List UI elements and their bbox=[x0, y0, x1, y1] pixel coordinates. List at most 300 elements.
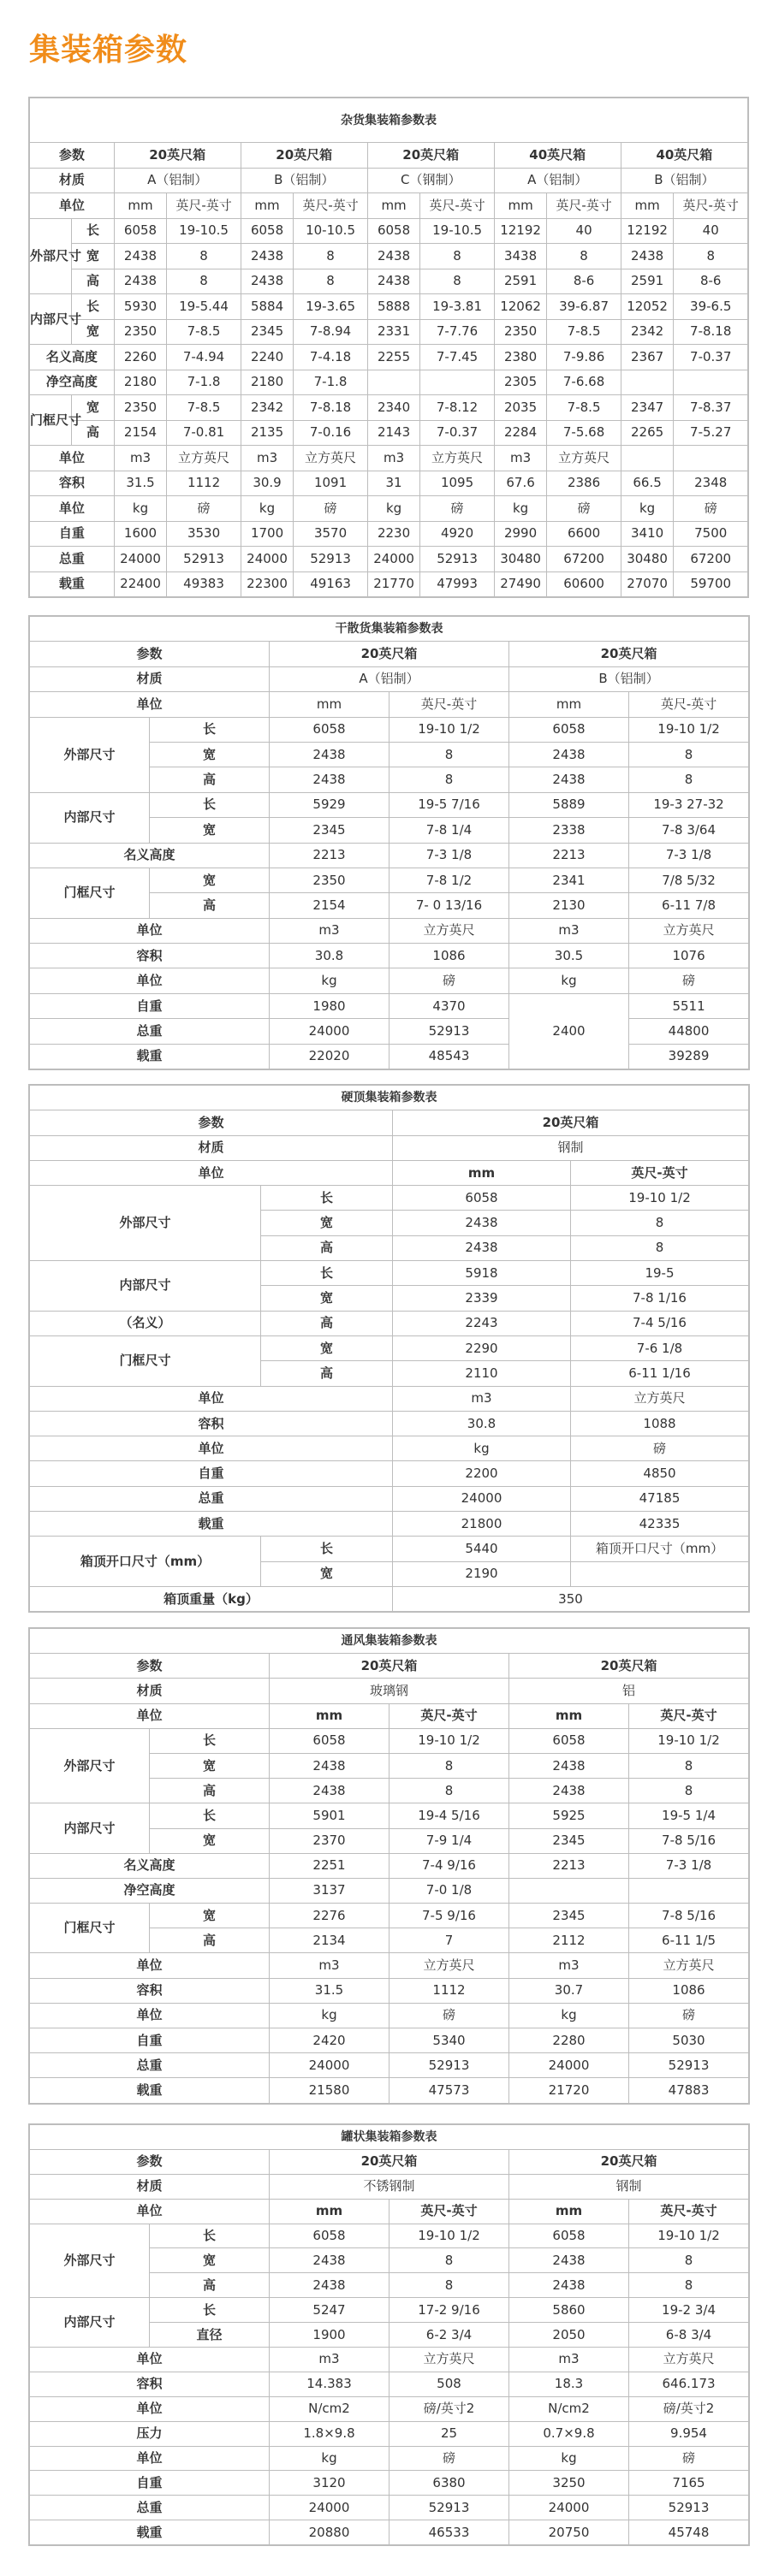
table-cell: 8 bbox=[547, 244, 621, 269]
table-cell: 59700 bbox=[674, 571, 748, 597]
table-cell: 磅 bbox=[547, 496, 621, 522]
table-cell: 2438 bbox=[241, 269, 294, 294]
table-cell: mm bbox=[241, 193, 294, 219]
row-label-cell: 长 bbox=[261, 1261, 393, 1286]
table-row bbox=[30, 1978, 749, 2003]
table-cell: 6058 bbox=[270, 717, 390, 742]
table-cell: 22400 bbox=[114, 571, 167, 597]
table-cell: 7-4.94 bbox=[167, 345, 241, 370]
table-cell: 2265 bbox=[621, 420, 674, 446]
table-cell: 7-8 5/16 bbox=[629, 1904, 749, 1928]
table-row bbox=[30, 1654, 749, 1679]
row-label-cell: 单位 bbox=[30, 968, 270, 993]
table-cell: 磅/英寸2 bbox=[629, 2396, 749, 2421]
row-label-cell: 单位 bbox=[30, 2396, 270, 2421]
table-cell: 2438 bbox=[393, 1235, 571, 1260]
table-cell: 2438 bbox=[270, 1753, 390, 1778]
table-cell: 英尺-英寸 bbox=[547, 193, 621, 219]
table-cell: 47573 bbox=[390, 2078, 509, 2103]
table-cell: 67200 bbox=[547, 547, 621, 572]
table-cell: 22020 bbox=[270, 1044, 390, 1069]
table-cell: kg bbox=[393, 1436, 571, 1461]
table-cell: 7-7.45 bbox=[420, 345, 494, 370]
row-label-cell: 高 bbox=[150, 767, 270, 792]
table-cell: 3250 bbox=[509, 2471, 629, 2496]
row-label-cell: 高 bbox=[150, 1779, 270, 1803]
table-cell: 3410 bbox=[621, 521, 674, 547]
table-cell: 19-10 1/2 bbox=[629, 717, 749, 742]
row-label-cell: 总重 bbox=[30, 1019, 270, 1044]
table-cell: 7-8.5 bbox=[547, 395, 621, 421]
row-label-cell: 总重 bbox=[30, 547, 115, 572]
table-cell: 8 bbox=[167, 269, 241, 294]
table-cell: 1076 bbox=[629, 944, 749, 968]
row-label-cell: 高 bbox=[72, 420, 114, 446]
table-row bbox=[30, 2053, 749, 2078]
row-label-cell: 材质 bbox=[30, 2174, 270, 2199]
table-cell: 7-3 1/8 bbox=[390, 843, 509, 868]
ventilated-container-spec-table bbox=[29, 1628, 749, 2104]
table-cell: 2345 bbox=[509, 1904, 629, 1928]
table-cell: 2348 bbox=[674, 471, 748, 496]
row-label-cell: 单位 bbox=[30, 2199, 270, 2224]
table-cell: 7-0.37 bbox=[420, 420, 494, 446]
table-cell: 30480 bbox=[621, 547, 674, 572]
table-cell: 2338 bbox=[509, 818, 629, 843]
table-cell: kg bbox=[241, 496, 294, 522]
row-label-cell: 单位 bbox=[30, 2348, 270, 2372]
table-cell: 6058 bbox=[270, 2224, 390, 2248]
table-cell: 立方英尺 bbox=[571, 1386, 749, 1411]
row-label-cell: 容积 bbox=[30, 1411, 393, 1436]
table-cell: 60600 bbox=[547, 571, 621, 597]
table-row bbox=[30, 918, 749, 943]
table-cell: 2367 bbox=[621, 345, 674, 370]
table-cell: 2438 bbox=[270, 2273, 390, 2298]
table-cell: 6-11 1/16 bbox=[571, 1361, 749, 1386]
table-cell: kg bbox=[509, 2003, 629, 2028]
table-cell: 英尺-英寸 bbox=[629, 692, 749, 717]
row-label-cell: 宽 bbox=[150, 1753, 270, 1778]
row-label-cell: 高 bbox=[150, 893, 270, 918]
table-row bbox=[30, 944, 749, 968]
table-cell: 立方英尺 bbox=[629, 2348, 749, 2372]
row-label-cell: 宽 bbox=[150, 868, 270, 892]
table-row bbox=[30, 1728, 749, 1753]
row-label-cell: mm bbox=[393, 1160, 571, 1185]
page-title: 集装箱参数 bbox=[29, 33, 188, 68]
table-cell: 52913 bbox=[629, 2496, 749, 2520]
table-cell: 49163 bbox=[294, 571, 367, 597]
row-label-cell: 材质 bbox=[30, 666, 270, 691]
table-cell: 5888 bbox=[367, 294, 420, 320]
row-label-cell: 宽 bbox=[150, 818, 270, 843]
table-cell: 7-1.8 bbox=[294, 370, 367, 395]
table-cell: 52913 bbox=[390, 2496, 509, 2520]
table-cell: 6058 bbox=[393, 1186, 571, 1211]
table-cell: 7-8.37 bbox=[674, 395, 748, 421]
table-cell: 2438 bbox=[114, 269, 167, 294]
table-cell: 30.9 bbox=[241, 471, 294, 496]
table-row bbox=[30, 1436, 749, 1461]
table-title: 罐状集装箱参数表 bbox=[30, 2125, 749, 2150]
row-label-cell: 高 bbox=[261, 1235, 393, 1260]
table-cell: 2305 bbox=[494, 370, 547, 395]
table-cell: 18.3 bbox=[509, 2372, 629, 2396]
row-label-cell: 单位 bbox=[30, 1386, 393, 1411]
table-cell: 2370 bbox=[270, 1828, 390, 1853]
row-label-cell: mm bbox=[509, 2199, 629, 2224]
table-row bbox=[30, 993, 749, 1018]
table-cell: 45748 bbox=[629, 2520, 749, 2545]
table-cell: 5918 bbox=[393, 1261, 571, 1286]
table-cell: 6058 bbox=[509, 2224, 629, 2248]
row-label-cell: 20英尺箱 bbox=[509, 642, 749, 666]
table-cell: 英尺-英寸 bbox=[294, 193, 367, 219]
table-cell: 2591 bbox=[621, 269, 674, 294]
table-row bbox=[30, 1160, 749, 1185]
table-cell: 10-10.5 bbox=[294, 218, 367, 244]
table-cell: 8 bbox=[390, 2248, 509, 2273]
table-cell: kg bbox=[270, 2446, 390, 2471]
table-cell: 8 bbox=[629, 767, 749, 792]
table-cell: 31 bbox=[367, 471, 420, 496]
table-cell: 7- 0 13/16 bbox=[390, 893, 509, 918]
table-cell: kg bbox=[367, 496, 420, 522]
table-row bbox=[30, 193, 748, 219]
table-cell: 19-5 1/4 bbox=[629, 1803, 749, 1828]
table-row bbox=[30, 1586, 749, 1611]
table-cell: 立方英尺 bbox=[167, 446, 241, 471]
table-cell: mm bbox=[509, 692, 629, 717]
table-cell: 2112 bbox=[509, 1928, 629, 1953]
table-cell: 2331 bbox=[367, 319, 420, 345]
table-cell: 4920 bbox=[420, 521, 494, 547]
table-cell: 19-3.81 bbox=[420, 294, 494, 320]
table-cell: 立方英尺 bbox=[547, 446, 621, 471]
table-cell: 8-6 bbox=[547, 269, 621, 294]
table-row bbox=[30, 1803, 749, 1828]
row-label-cell: 单位 bbox=[30, 692, 270, 717]
table-row bbox=[30, 1019, 749, 1044]
table-cell: 31.5 bbox=[270, 1978, 390, 2003]
table-cell: 2438 bbox=[509, 742, 629, 767]
table-cell: N/cm2 bbox=[270, 2396, 390, 2421]
table-cell: 8 bbox=[390, 742, 509, 767]
table-title: 通风集装箱参数表 bbox=[30, 1629, 749, 1654]
table-row bbox=[30, 1486, 749, 1511]
table-cell: 3438 bbox=[494, 244, 547, 269]
row-label-cell: 20英尺箱 bbox=[393, 1110, 749, 1135]
table-cell: 立方英尺 bbox=[629, 1953, 749, 1978]
row-label-cell: 高 bbox=[261, 1361, 393, 1386]
table-cell: 8-6 bbox=[674, 269, 748, 294]
row-label-cell: 长 bbox=[261, 1537, 393, 1561]
row-label-cell: 载重 bbox=[30, 1512, 393, 1537]
table-cell: B（铝制） bbox=[241, 168, 367, 193]
table-cell: 2180 bbox=[241, 370, 294, 395]
table-cell: mm bbox=[367, 193, 420, 219]
table-cell: 8 bbox=[294, 244, 367, 269]
row-label-cell: 高 bbox=[261, 1311, 393, 1335]
table-cell: 3530 bbox=[167, 521, 241, 547]
table-row bbox=[30, 1186, 749, 1211]
table-cell: 7-8.18 bbox=[674, 319, 748, 345]
row-label-cell: 单位 bbox=[30, 2003, 270, 2028]
table-cell: 7-0.16 bbox=[294, 420, 367, 446]
table-cell: 6058 bbox=[114, 218, 167, 244]
row-label-cell: 自重 bbox=[30, 2028, 270, 2053]
row-label-cell: 门框尺寸 bbox=[30, 1904, 150, 1953]
table-cell: 7-0.81 bbox=[167, 420, 241, 446]
row-label-cell: 20英尺箱 bbox=[509, 1654, 749, 1679]
table-cell: 7-8.18 bbox=[294, 395, 367, 421]
table-cell: 1088 bbox=[571, 1411, 749, 1436]
row-label-cell: 英尺-英寸 bbox=[390, 1703, 509, 1728]
table-row bbox=[30, 218, 748, 244]
row-label-cell: 载重 bbox=[30, 571, 115, 597]
table-row bbox=[30, 294, 748, 320]
table-row bbox=[30, 370, 748, 395]
table-cell: B（铝制） bbox=[621, 168, 747, 193]
row-label-cell: 箱顶重量（kg） bbox=[30, 1586, 393, 1611]
table-cell: 6-8 3/4 bbox=[629, 2323, 749, 2348]
table-row bbox=[30, 2496, 749, 2520]
table-cell: 8 bbox=[390, 2273, 509, 2298]
table-cell: 22300 bbox=[241, 571, 294, 597]
table-cell: kg bbox=[621, 496, 674, 522]
row-label-cell: 单位 bbox=[30, 1436, 393, 1461]
table-cell: 30.7 bbox=[509, 1978, 629, 2003]
table-cell: 9.954 bbox=[629, 2421, 749, 2446]
row-label-cell: 参数 bbox=[30, 143, 115, 169]
table-cell: 19-10 1/2 bbox=[629, 1728, 749, 1753]
row-label-cell: 40英尺箱 bbox=[621, 143, 747, 169]
table-cell: 2135 bbox=[241, 420, 294, 446]
row-label-cell: 内部尺寸 bbox=[30, 1261, 261, 1312]
table-cell: 2438 bbox=[270, 742, 390, 767]
row-label-cell: 长 bbox=[150, 792, 270, 817]
table-cell: kg bbox=[114, 496, 167, 522]
table-cell: 6-11 7/8 bbox=[629, 893, 749, 918]
table-cell: 7-4 5/16 bbox=[571, 1311, 749, 1335]
table-cell: 19-3 27-32 bbox=[629, 792, 749, 817]
row-label-cell: 外部尺寸 bbox=[30, 218, 72, 294]
table-cell: 24000 bbox=[509, 2053, 629, 2078]
table-cell: 2438 bbox=[270, 2248, 390, 2273]
table-row bbox=[30, 471, 748, 496]
row-label-cell: 20英尺箱 bbox=[270, 1654, 509, 1679]
table-cell: 52913 bbox=[390, 2053, 509, 2078]
table-cell: 2200 bbox=[393, 1461, 571, 1486]
table-cell: 5030 bbox=[629, 2028, 749, 2053]
row-label-cell: 20英尺箱 bbox=[367, 143, 494, 169]
row-label-cell: 宽 bbox=[261, 1286, 393, 1311]
table-cell: 4850 bbox=[571, 1461, 749, 1486]
table-row bbox=[30, 2396, 749, 2421]
table-cell: 7-8 1/4 bbox=[390, 818, 509, 843]
row-label-cell: 容积 bbox=[30, 944, 270, 968]
table-cell: 5860 bbox=[509, 2298, 629, 2323]
table-row bbox=[30, 1311, 749, 1335]
table-cell: 19-5 7/16 bbox=[390, 792, 509, 817]
row-label-cell: 参数 bbox=[30, 2149, 270, 2174]
table-cell: 7-8.5 bbox=[167, 319, 241, 345]
table-cell: 2438 bbox=[509, 1779, 629, 1803]
table-cell: 7-7.76 bbox=[420, 319, 494, 345]
table-cell: 2255 bbox=[367, 345, 420, 370]
table-cell: 21720 bbox=[509, 2078, 629, 2103]
table-cell: 6058 bbox=[270, 1728, 390, 1753]
table-row bbox=[30, 143, 748, 169]
table-cell: 2400 bbox=[509, 993, 629, 1069]
table-cell: 钢制 bbox=[393, 1135, 749, 1160]
table-cell: 40 bbox=[674, 218, 748, 244]
table-cell: m3 bbox=[509, 1953, 629, 1978]
table-cell: 7-8.5 bbox=[167, 395, 241, 421]
table-cell: 2130 bbox=[509, 893, 629, 918]
row-label-cell: 直径 bbox=[150, 2323, 270, 2348]
row-label-cell: 长 bbox=[150, 1728, 270, 1753]
table-cell: 7165 bbox=[629, 2471, 749, 2496]
table-cell: 6-11 1/5 bbox=[629, 1928, 749, 1953]
row-label-cell: 英尺-英寸 bbox=[571, 1160, 749, 1185]
table-title-row bbox=[30, 1629, 749, 1654]
table-cell: A（铝制） bbox=[114, 168, 241, 193]
row-label-cell: 参数 bbox=[30, 1654, 270, 1679]
table-cell: 2143 bbox=[367, 420, 420, 446]
table-cell: 47185 bbox=[571, 1486, 749, 1511]
table-cell: 2260 bbox=[114, 345, 167, 370]
table-cell: 508 bbox=[390, 2372, 509, 2396]
row-label-cell: 外部尺寸 bbox=[30, 717, 150, 792]
table-cell: 7-4 9/16 bbox=[390, 1853, 509, 1878]
hard-top-container-spec-table bbox=[29, 1085, 749, 1612]
table-cell: 立方英尺 bbox=[629, 918, 749, 943]
table-cell: 2213 bbox=[270, 843, 390, 868]
table-cell: 2276 bbox=[270, 1904, 390, 1928]
table-row bbox=[30, 1853, 749, 1878]
row-label-cell: 高 bbox=[150, 1928, 270, 1953]
table-cell: 2350 bbox=[494, 319, 547, 345]
table-cell bbox=[509, 1878, 629, 1903]
table-cell: 19-3.65 bbox=[294, 294, 367, 320]
table-cell: 44800 bbox=[629, 1019, 749, 1044]
row-label-cell: 名义高度 bbox=[30, 843, 270, 868]
table-cell: 19-10 1/2 bbox=[390, 717, 509, 742]
table-row bbox=[30, 1261, 749, 1286]
table-row bbox=[30, 1461, 749, 1486]
table-cell: 2243 bbox=[393, 1311, 571, 1335]
table-cell: 2134 bbox=[270, 1928, 390, 1953]
table-cell: 3120 bbox=[270, 2471, 390, 2496]
row-label-cell: mm bbox=[270, 1703, 390, 1728]
table-row bbox=[30, 2224, 749, 2248]
table-cell: 7500 bbox=[674, 521, 748, 547]
table-cell: 磅 bbox=[420, 496, 494, 522]
table-cell: 7-0.37 bbox=[674, 345, 748, 370]
table-cell: 2154 bbox=[114, 420, 167, 446]
table-cell: 52913 bbox=[294, 547, 367, 572]
table-cell: 2154 bbox=[270, 893, 390, 918]
table-title-row bbox=[30, 2125, 749, 2150]
table-cell: 66.5 bbox=[621, 471, 674, 496]
row-label-cell: 内部尺寸 bbox=[30, 294, 72, 345]
table-cell: 39-6.5 bbox=[674, 294, 748, 320]
table-row bbox=[30, 547, 748, 572]
row-label-cell: 门框尺寸 bbox=[30, 1335, 261, 1386]
table-cell: 27070 bbox=[621, 571, 674, 597]
row-label-cell: 单位 bbox=[30, 2446, 270, 2471]
table-cell: m3 bbox=[241, 446, 294, 471]
table-cell: 2386 bbox=[547, 471, 621, 496]
table-cell: 8 bbox=[390, 767, 509, 792]
table-cell: 2230 bbox=[367, 521, 420, 547]
table-row bbox=[30, 1904, 749, 1928]
table-cell: 52913 bbox=[390, 1019, 509, 1044]
table-cell: 7-3 1/8 bbox=[629, 1853, 749, 1878]
table-cell: 52913 bbox=[629, 2053, 749, 2078]
table-cell: 2341 bbox=[509, 868, 629, 892]
table-row bbox=[30, 2199, 749, 2224]
row-label-cell: 外部尺寸 bbox=[30, 1186, 261, 1261]
table-cell: 27490 bbox=[494, 571, 547, 597]
table-row bbox=[30, 345, 748, 370]
table-cell: m3 bbox=[494, 446, 547, 471]
table-cell: 12192 bbox=[494, 218, 547, 244]
table-cell: 7-6 1/8 bbox=[571, 1335, 749, 1360]
table-title-row bbox=[30, 1086, 749, 1110]
row-label-cell: 单位 bbox=[30, 918, 270, 943]
row-label-cell: 20英尺箱 bbox=[509, 2149, 749, 2174]
row-label-cell: 容积 bbox=[30, 2372, 270, 2396]
dry-bulk-container-spec-table bbox=[29, 616, 749, 1069]
row-label-cell: 宽 bbox=[261, 1561, 393, 1586]
row-label-cell: 20英尺箱 bbox=[241, 143, 367, 169]
table-cell bbox=[629, 1878, 749, 1903]
table-cell: 6058 bbox=[241, 218, 294, 244]
table-cell: 6058 bbox=[509, 717, 629, 742]
table-cell: B（铝制） bbox=[509, 666, 749, 691]
row-label-cell: 净空高度 bbox=[30, 370, 115, 395]
table-cell: 19-4 5/16 bbox=[390, 1803, 509, 1828]
table-cell: 19-10.5 bbox=[420, 218, 494, 244]
table-cell: 24000 bbox=[393, 1486, 571, 1511]
row-label-cell: 长 bbox=[150, 717, 270, 742]
row-label-cell: 容积 bbox=[30, 471, 115, 496]
table-cell: 7-8 5/16 bbox=[629, 1828, 749, 1853]
row-label-cell: 材质 bbox=[30, 1135, 393, 1160]
table-cell: m3 bbox=[270, 918, 390, 943]
table-cell: 7-8 1/2 bbox=[390, 868, 509, 892]
table-cell: 19-10 1/2 bbox=[571, 1186, 749, 1211]
tank-container-spec-table bbox=[29, 2124, 749, 2545]
table-cell: 21800 bbox=[393, 1512, 571, 1537]
table-row bbox=[30, 1335, 749, 1360]
table-cell: 46533 bbox=[390, 2520, 509, 2545]
table-cell: 2342 bbox=[241, 395, 294, 421]
table-cell: 49383 bbox=[167, 571, 241, 597]
table-cell: kg bbox=[494, 496, 547, 522]
table-cell: 1086 bbox=[629, 1978, 749, 2003]
table-cell: 24000 bbox=[270, 2053, 390, 2078]
table-cell: 52913 bbox=[420, 547, 494, 572]
table-cell: 48543 bbox=[390, 1044, 509, 1069]
table-cell: 8 bbox=[571, 1235, 749, 1260]
table-row bbox=[30, 420, 748, 446]
table-cell: 2380 bbox=[494, 345, 547, 370]
row-label-cell: 总重 bbox=[30, 2053, 270, 2078]
